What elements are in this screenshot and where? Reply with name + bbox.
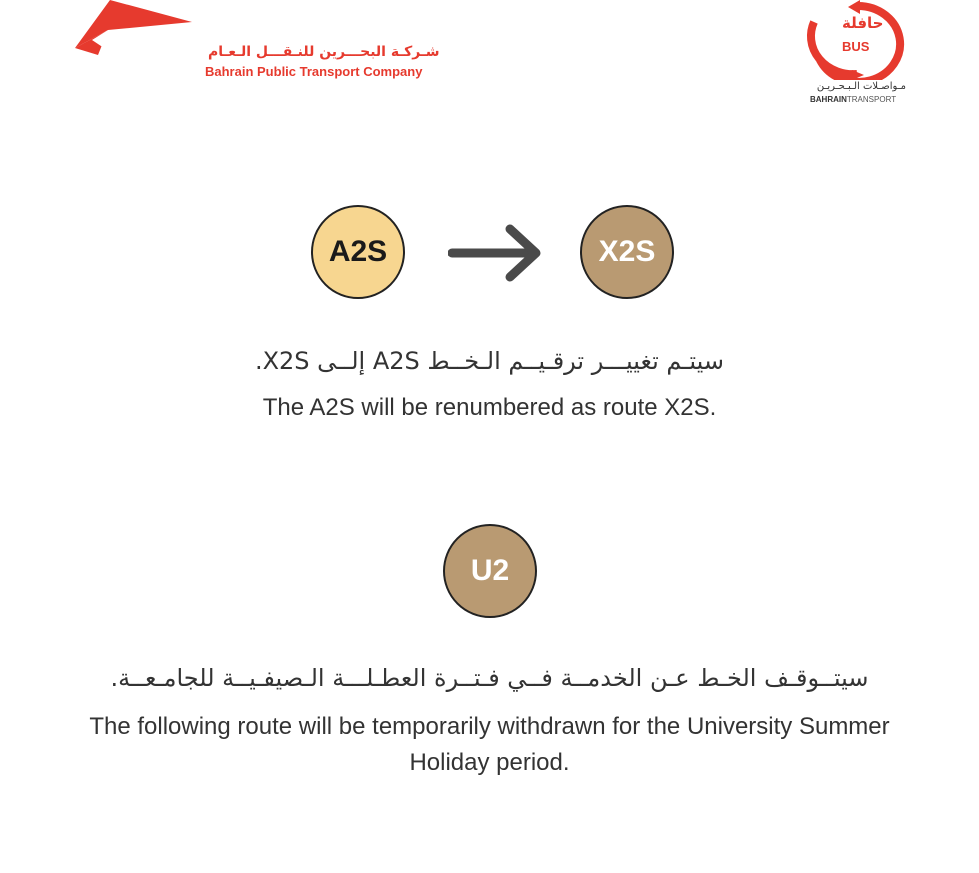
old-route-badge: A2S [311, 205, 405, 299]
company-name-arabic: شـركـة البحـــرين للنـقـــل الـعـام [208, 44, 440, 60]
right-arrow-icon [448, 222, 544, 284]
bahrain-word: BAHRAIN [810, 95, 847, 104]
withdrawal-notice-arabic: سيتــوقـف الخـط عـن الخدمــة فــي فـتــرة العطـلـــة الـصيفـيــة للجامـعــة. [110, 664, 869, 692]
company-name-english: Bahrain Public Transport Company [205, 64, 423, 79]
brand-arrow-icon [70, 0, 200, 60]
bahrain-transport-bus-logo [800, 0, 920, 110]
renumber-notice-arabic: سيتـم تغييـــر ترقـيــم الـخــط A2S إلــى X2S. [254, 347, 725, 375]
withdrawal-notice-english: The following route will be temporarily withdrawn for the University Summer Holiday period. [89, 713, 890, 776]
withdrawn-route-badge: U2 [443, 524, 537, 618]
bahrain-public-transport-logo [70, 0, 440, 90]
transport-word: TRANSPORT [846, 95, 897, 104]
bus-badge-english: BUS [842, 39, 870, 54]
bahrain-transport-arabic: مـواصـلات الـبـحـريـن [816, 81, 906, 92]
renumber-notice-english: The A2S will be renumbered as route X2S. [262, 394, 717, 421]
new-route-badge: X2S [580, 205, 674, 299]
bahrain-transport-english [810, 95, 896, 104]
bus-badge-arabic: حافلة [842, 14, 884, 32]
